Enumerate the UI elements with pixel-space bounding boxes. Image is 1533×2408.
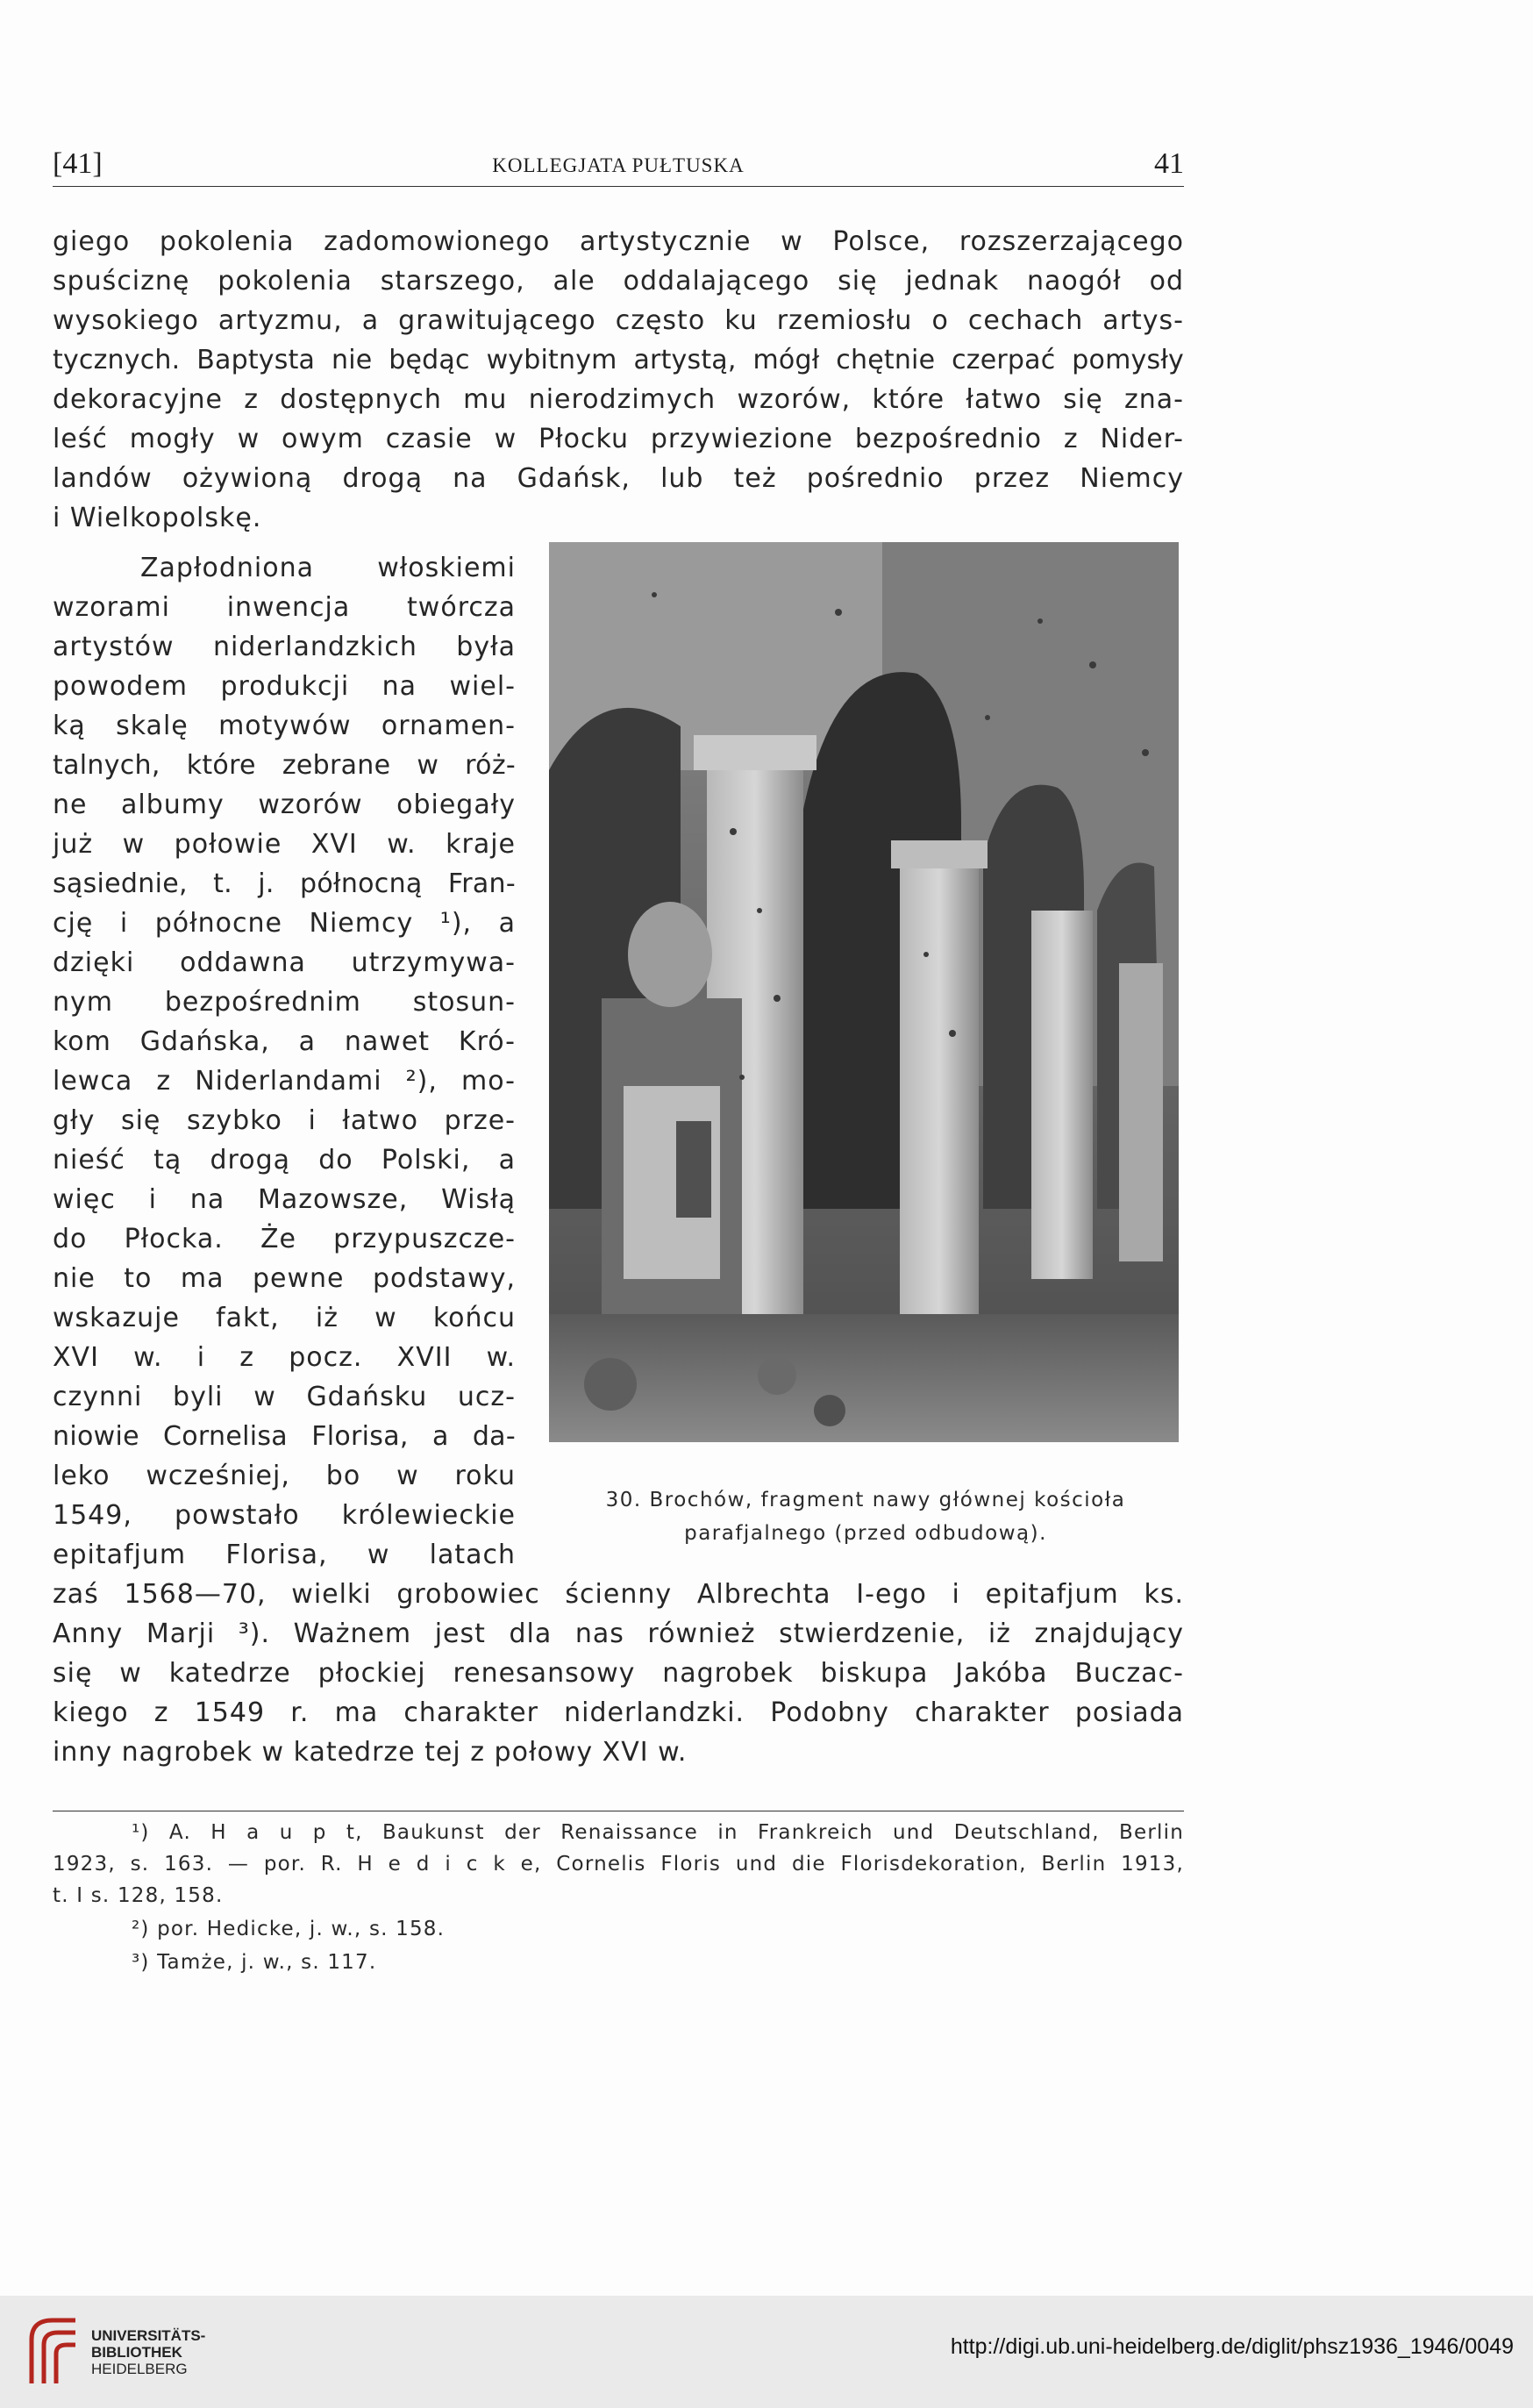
text-line: leko wcześniej, bo w roku	[53, 1461, 516, 1491]
text-line: epitafjum Florisa, w latach	[53, 1540, 516, 1570]
footnote-line: ¹) A. H a u p t, Baukunst der Renaissance in Frankreich und Deutschland, Berlin	[132, 1821, 1184, 1844]
text-line: wysokiego artyzmu, a grawitującego często ku rzemiosłu o cechach artys-	[53, 305, 1184, 336]
text-line: się w katedrze płockiej renesansowy nagrobek biskupa Jakóba Buczac-	[53, 1658, 1184, 1689]
source-url-link[interactable]: http://digi.ub.uni-heidelberg.de/diglit/phsz1936_1946/0049	[950, 2334, 1514, 2359]
library-name-line: UNIVERSITÄTS-	[91, 2327, 206, 2344]
text-line: kiego z 1549 r. ma charakter niderlandzki. Podobny charakter posiada	[53, 1697, 1184, 1728]
text-line: czynni byli w Gdańsku ucz-	[53, 1382, 516, 1412]
text-line: nie to ma pewne podstawy,	[53, 1263, 516, 1294]
text-line: giego pokolenia zadomowionego artystycznie w Polsce, rozszerzającego	[53, 226, 1184, 257]
text-line: tycznych. Baptysta nie będąc wybitnym artystą, mógł chętnie czerpać pomysły	[53, 345, 1184, 375]
text-line: dekoracyjne z dostępnych mu nierodzimych wzorów, które łatwo się zna-	[53, 384, 1184, 415]
page-number: 41	[1154, 147, 1184, 180]
figure-caption-line: parafjalnego (przed odbudową).	[684, 1522, 1047, 1545]
text-line: spuściznę pokolenia starszego, ale oddalającego się jednak naogół od	[53, 266, 1184, 297]
text-line: 1549, powstało królewieckie	[53, 1500, 516, 1531]
text-line: gły się szybko i łatwo prze-	[53, 1105, 516, 1136]
library-name-line: HEIDELBERG	[91, 2361, 188, 2377]
running-title: KOLLEGJATA PUŁTUSKA	[492, 154, 745, 176]
text-line: leść mogły w owym czasie w Płocku przywiezione bezpośrednio z Nider-	[53, 424, 1184, 454]
library-name	[91, 2327, 205, 2377]
page-marker-bracket: [41]	[53, 147, 103, 180]
text-line: i Wielkopolskę.	[53, 503, 262, 533]
text-line: artystów niderlandzkich była	[53, 632, 516, 662]
text-line: sąsiednie, t. j. północną Fran-	[53, 868, 516, 899]
footnote-line: ³) Tamże, j. w., s. 117.	[132, 1951, 377, 1974]
photo-illustration	[549, 542, 1179, 1442]
text-line: do Płocka. Że przypuszcze-	[53, 1224, 516, 1254]
text-line: dzięki oddawna utrzymywa-	[53, 947, 516, 978]
text-line: już w połowie XVI w. kraje	[53, 829, 516, 860]
footnote-line: t. I s. 128, 158.	[53, 1884, 224, 1907]
text-line: kom Gdańska, a nawet Kró-	[53, 1026, 516, 1057]
church-nave-photograph	[549, 542, 1179, 1442]
university-library-logo	[23, 2313, 86, 2389]
text-line: Zapłodniona włoskiemi	[140, 553, 516, 583]
text-line: niowie Cornelisa Florisa, a da-	[53, 1421, 516, 1452]
text-line: talnych, które zebrane w róż-	[53, 750, 516, 781]
text-line: nym bezpośrednim stosun-	[53, 987, 516, 1018]
text-line: landów ożywioną drogą na Gdańsk, lub też pośrednio przez Niemcy	[53, 463, 1184, 494]
library-name-line: BIBLIOTHEK	[91, 2344, 182, 2361]
text-line: ką skalę motywów ornamen-	[53, 711, 516, 741]
text-line: nieść tą drogą do Polski, a	[53, 1145, 516, 1175]
text-line: XVI w. i z pocz. XVII w.	[53, 1342, 516, 1373]
text-line: ne albumy wzorów obiegały	[53, 790, 516, 820]
text-line: zaś 1568—70, wielki grobowiec ścienny Albrechta I-ego i epitafjum ks.	[53, 1579, 1184, 1610]
text-line: cję i północne Niemcy ¹), a	[53, 908, 516, 939]
text-line: powodem produkcji na wiel-	[53, 671, 516, 702]
footnote-line: 1923, s. 163. — por. R. H e d i c k e, Cornelis Floris und die Florisdekoration, Berlin 1913,	[53, 1853, 1184, 1876]
text-line: wzorami inwencja twórcza	[53, 592, 516, 623]
library-footer	[0, 2296, 1533, 2408]
text-line: lewca z Niderlandami ²), mo-	[53, 1066, 516, 1097]
figure-caption-line: 30. Brochów, fragment nawy głównej kościoła	[605, 1489, 1126, 1511]
footnote-line: ²) por. Hedicke, j. w., s. 158.	[132, 1918, 446, 1940]
text-line: wskazuje fakt, iż w końcu	[53, 1303, 516, 1333]
running-header	[53, 142, 1184, 187]
text-line: więc i na Mazowsze, Wisłą	[53, 1184, 516, 1215]
text-line: inny nagrobek w katedrze tej z połowy XVI w.	[53, 1737, 688, 1768]
text-line: Anny Marji ³). Ważnem jest dla nas również stwierdzenie, iż znajdujący	[53, 1618, 1184, 1649]
